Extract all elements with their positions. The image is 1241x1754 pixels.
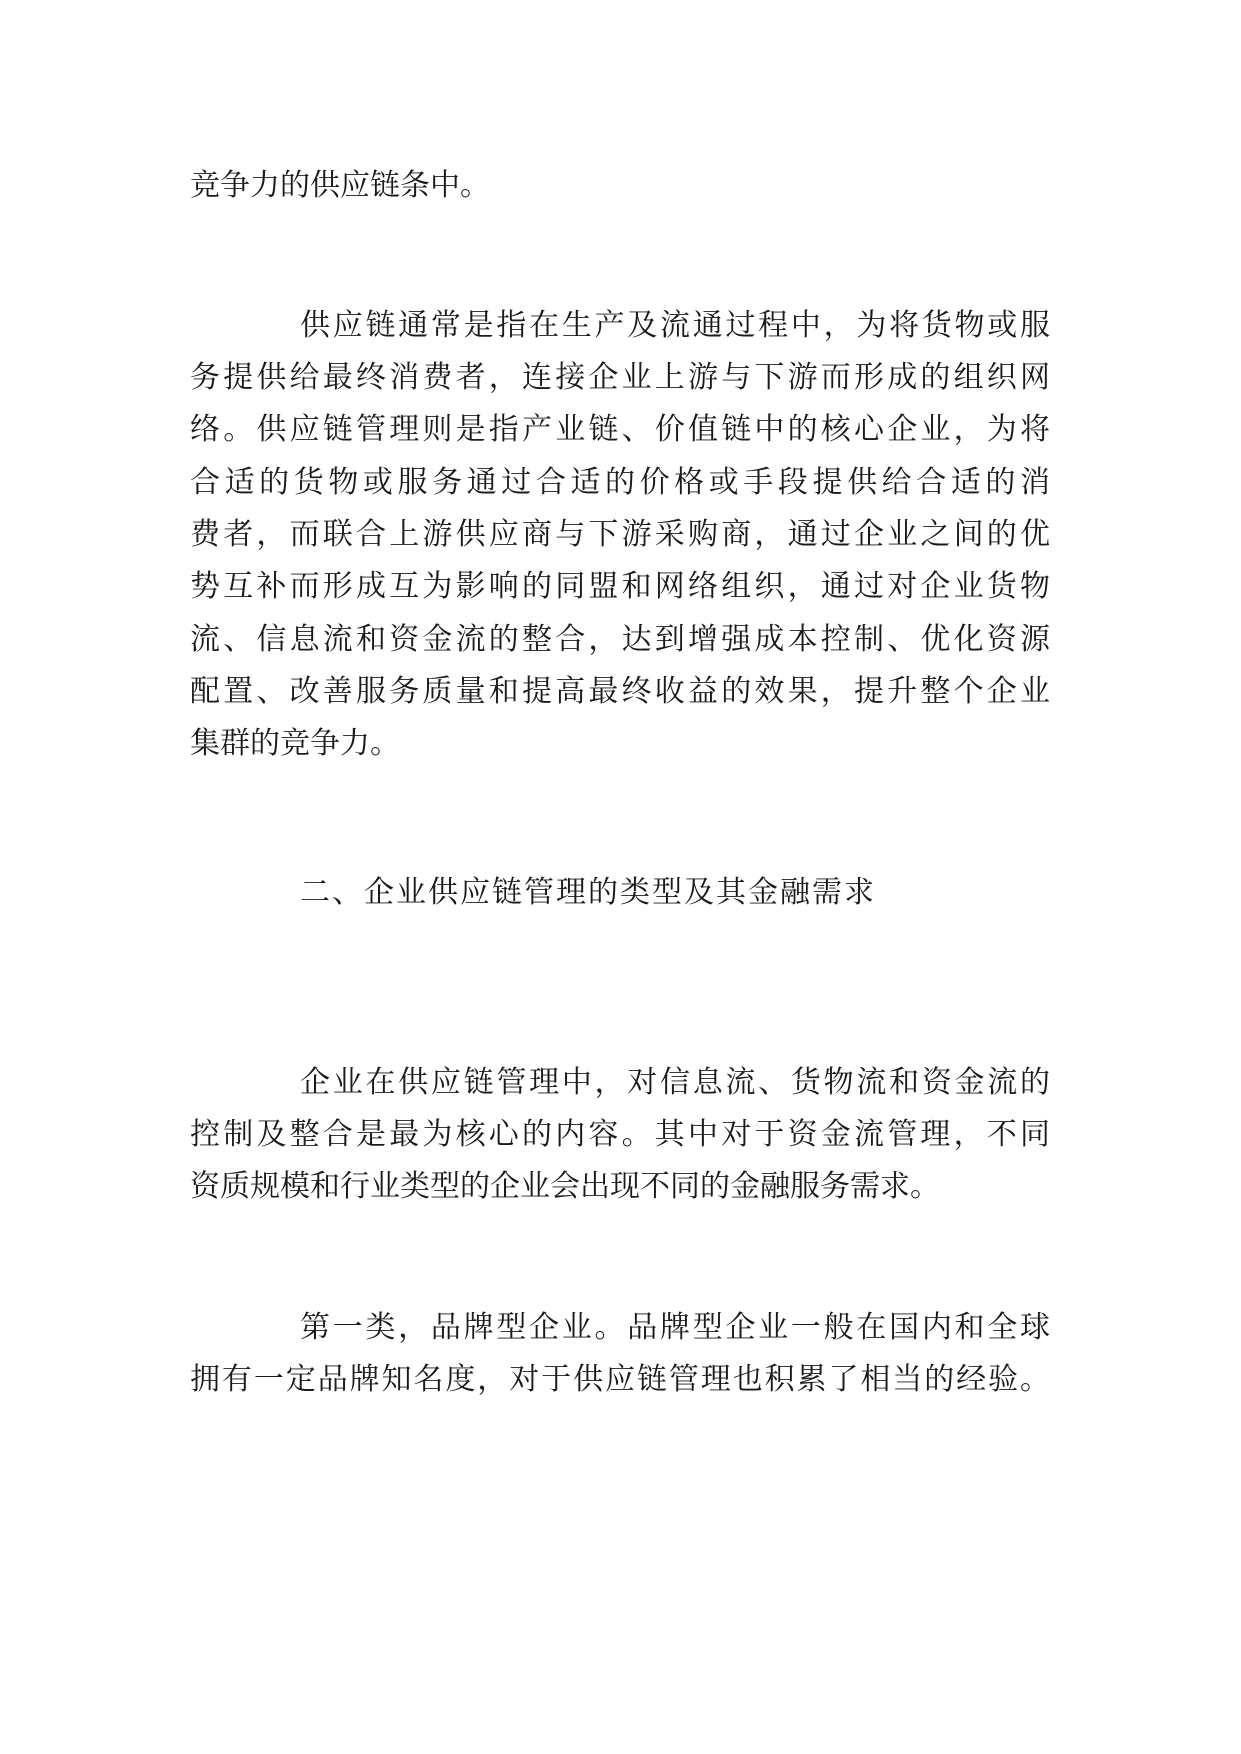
paragraph-line: 势互补而形成互为影响的同盟和网络组织，通过对企业货物	[190, 569, 1050, 604]
paragraph-line: 竞争力的供应链条中。	[190, 168, 490, 203]
paragraph-line: 配置、改善服务质量和提高最终收益的效果，提升整个企业	[190, 674, 1050, 709]
paragraph-line: 拥有一定品牌知名度，对于供应链管理也积累了相当的经验。	[190, 1362, 1050, 1397]
paragraph-line: 第一类，品牌型企业。品牌型企业一般在国内和全球	[300, 1310, 1050, 1345]
paragraph-line: 资质规模和行业类型的企业会出现不同的金融服务需求。	[190, 1169, 940, 1204]
paragraph-line: 络。供应链管理则是指产业链、价值链中的核心企业，为将	[190, 412, 1050, 447]
paragraph-line: 务提供给最终消费者，连接企业上游与下游而形成的组织网	[190, 360, 1050, 395]
section-heading: 二、企业供应链管理的类型及其金融需求	[300, 875, 876, 910]
paragraph-line: 供应链通常是指在生产及流通过程中，为将货物或服	[300, 308, 1050, 343]
paragraph-line: 集群的竞争力。	[190, 726, 400, 761]
paragraph-line: 费者，而联合上游供应商与下游采购商，通过企业之间的优	[190, 517, 1050, 552]
paragraph-line: 企业在供应链管理中，对信息流、货物流和资金流的	[300, 1065, 1050, 1100]
paragraph-line: 流、信息流和资金流的整合，达到增强成本控制、优化资源	[190, 622, 1050, 657]
paragraph-line: 合适的货物或服务通过合适的价格或手段提供给合适的消	[190, 465, 1050, 500]
paragraph-line: 控制及整合是最为核心的内容。其中对于资金流管理，不同	[190, 1117, 1050, 1152]
